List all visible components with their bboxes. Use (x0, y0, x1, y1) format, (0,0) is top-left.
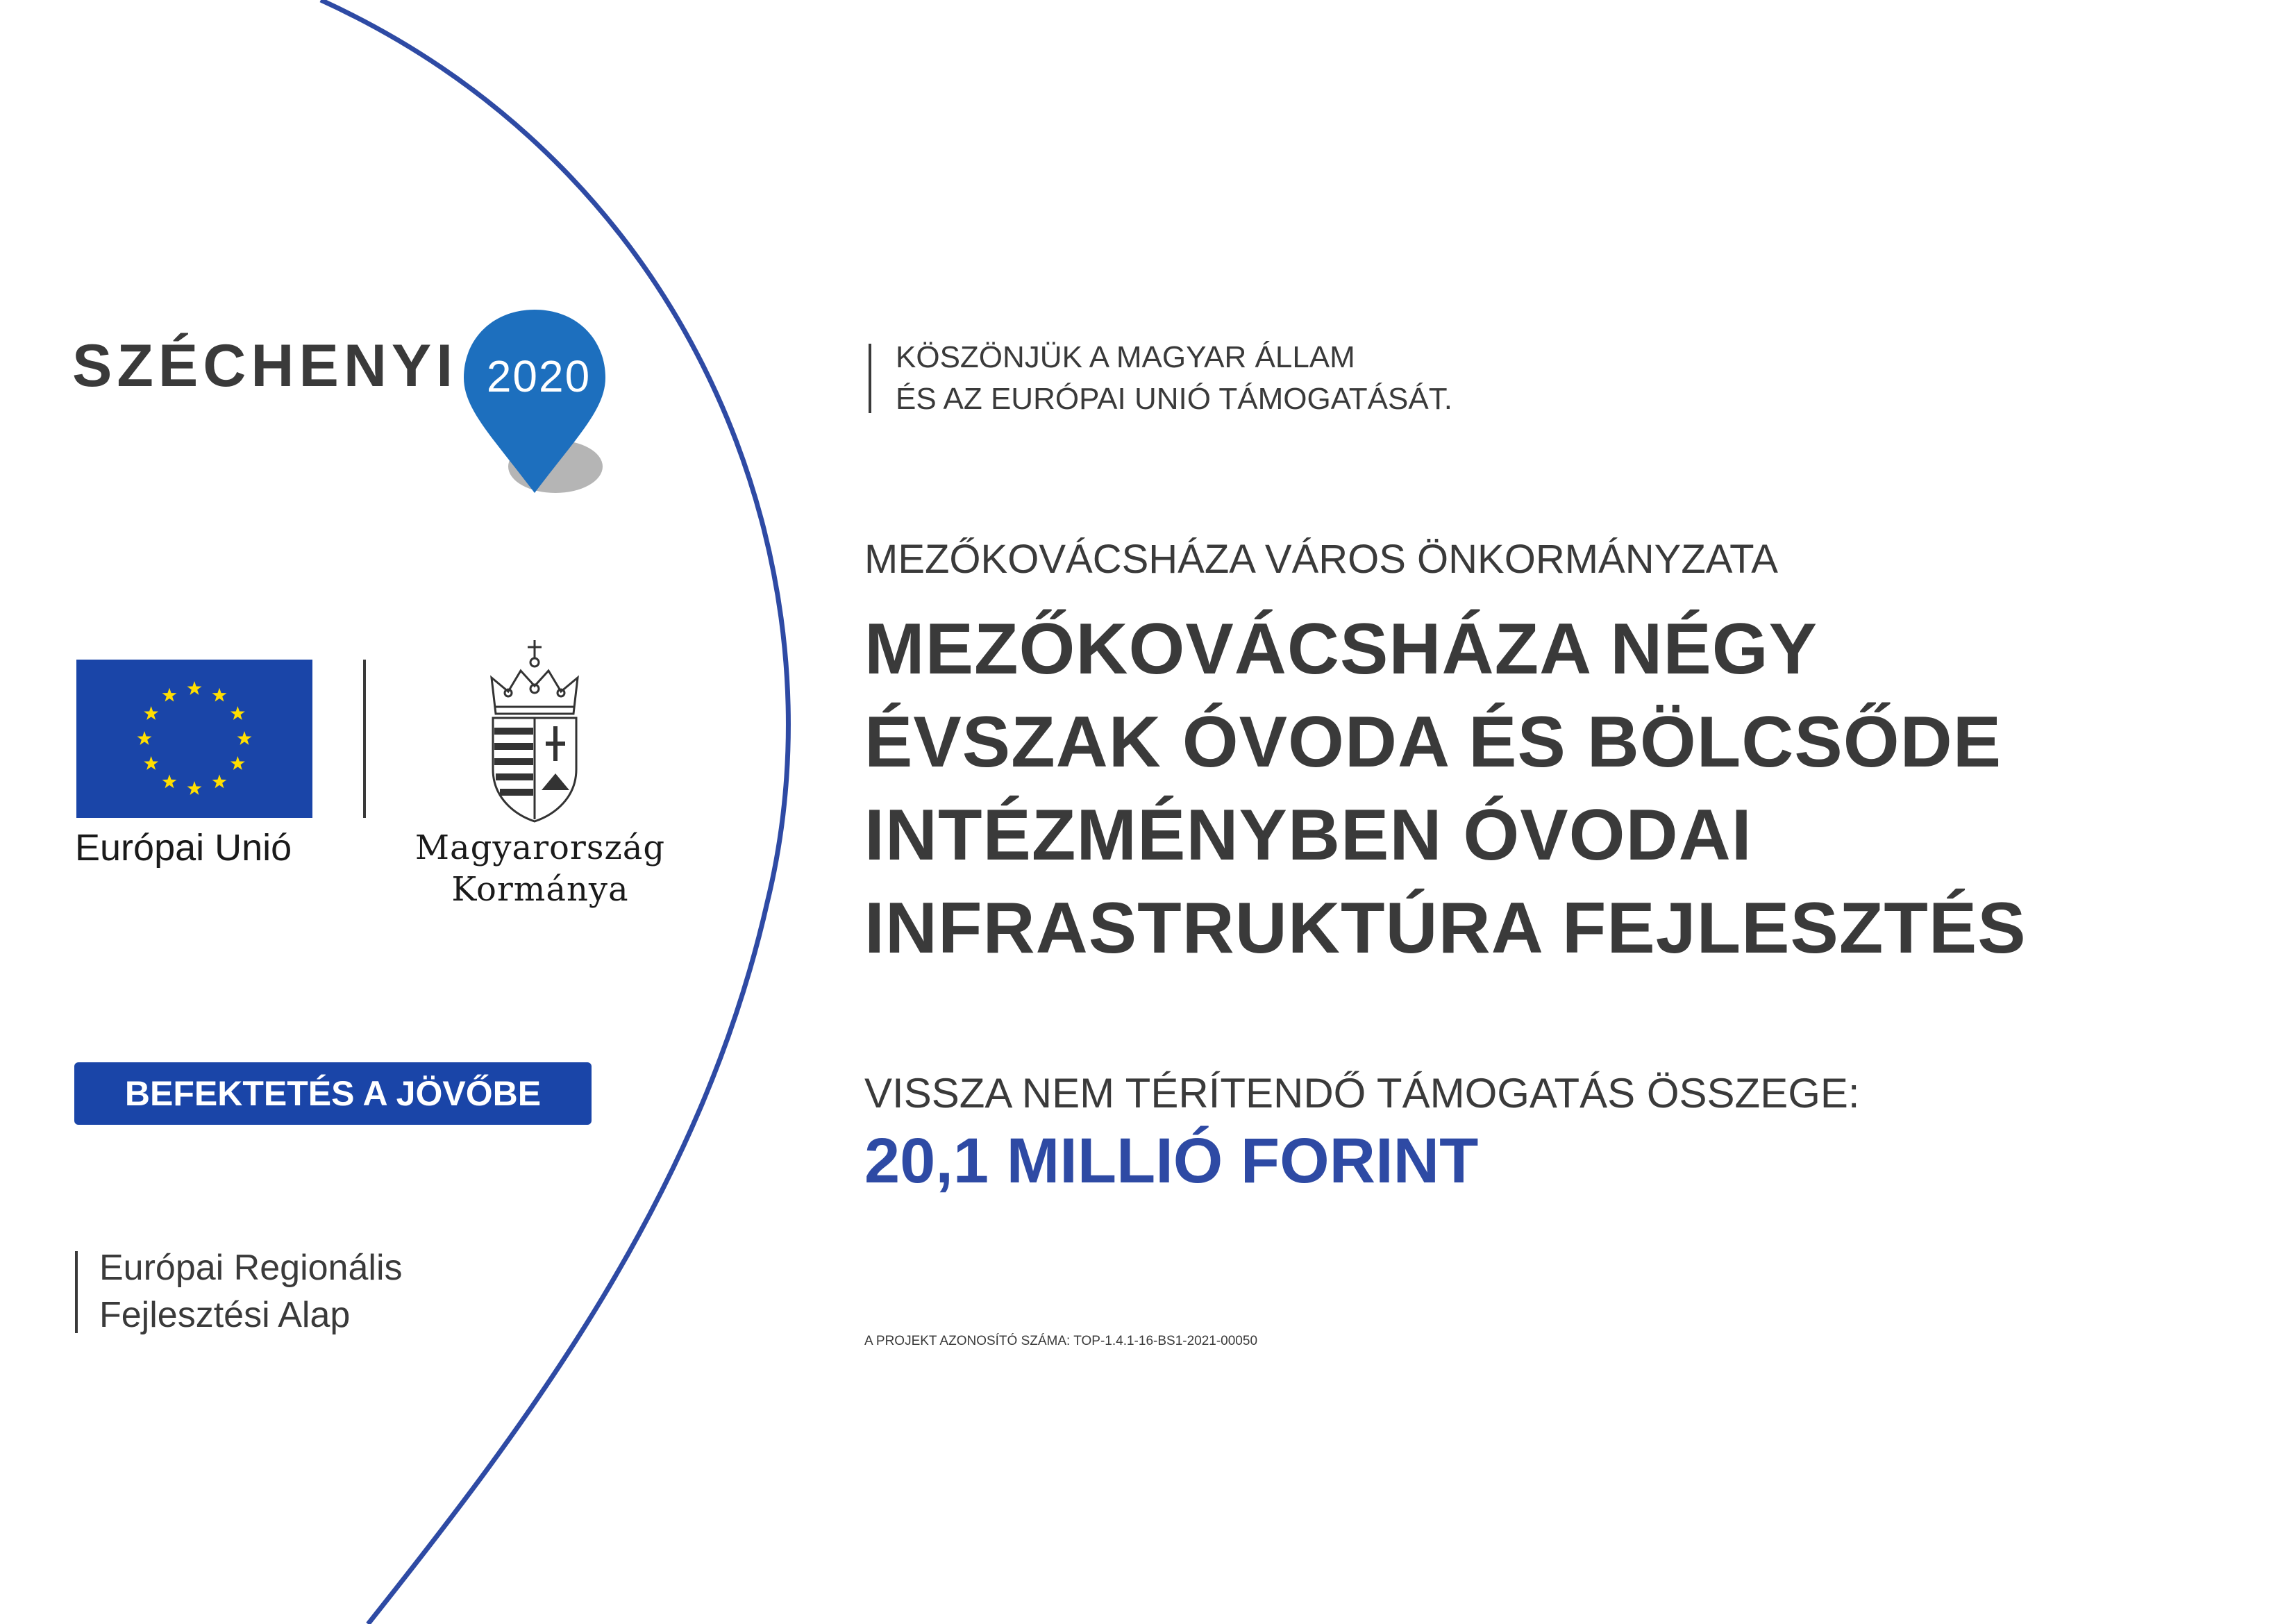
map-pin-icon (458, 305, 625, 500)
thanks-line1: KÖSZÖNJÜK A MAGYAR ÁLLAM (896, 340, 1355, 374)
eu-label: Európai Unió (75, 827, 292, 869)
szechenyi-logo-year: 2020 (486, 351, 592, 401)
project-title (864, 603, 2184, 975)
invest-badge-label: BEFEKTETÉS A JÖVŐBE (124, 1074, 542, 1113)
logo-divider (363, 660, 366, 818)
invest-badge (74, 1062, 592, 1125)
grant-label: VISSZA NEM TÉRÍTENDŐ TÁMOGATÁS ÖSSZEGE: (864, 1070, 1860, 1116)
coat-of-arms-icon (486, 637, 583, 825)
thanks-divider (869, 344, 871, 413)
eu-flag-icon (76, 660, 312, 818)
project-title-line: INFRASTRUKTÚRA FEJLESZTÉS (864, 888, 2027, 969)
government-name-line2: Kormánya (451, 870, 629, 909)
thanks-line2: ÉS AZ EURÓPAI UNIÓ TÁMOGATÁSÁT. (896, 382, 1452, 416)
beneficiary-name: MEZŐKOVÁCSHÁZA VÁROS ÖNKORMÁNYZATA (864, 537, 1778, 582)
project-title-line: ÉVSZAK ÓVODA ÉS BÖLCSŐDE (864, 702, 2002, 782)
government-name-line1: Magyarország (414, 828, 666, 867)
grant-amount: 20,1 MILLIÓ FORINT (864, 1125, 1479, 1196)
fund-name-line2: Fejlesztési Alap (99, 1295, 351, 1335)
project-title-line: INTÉZMÉNYBEN ÓVODAI (864, 795, 1752, 876)
project-title-line: MEZŐKOVÁCSHÁZA NÉGY (864, 609, 1818, 689)
fund-name-line1: Európai Regionális (99, 1248, 403, 1288)
szechenyi-logo-word: SZÉCHENYI (72, 333, 458, 399)
project-id: A PROJEKT AZONOSÍTÓ SZÁMA: TOP-1.4.1-16-BS1-2021-00050 (864, 1334, 1258, 1348)
fund-divider (75, 1251, 78, 1333)
